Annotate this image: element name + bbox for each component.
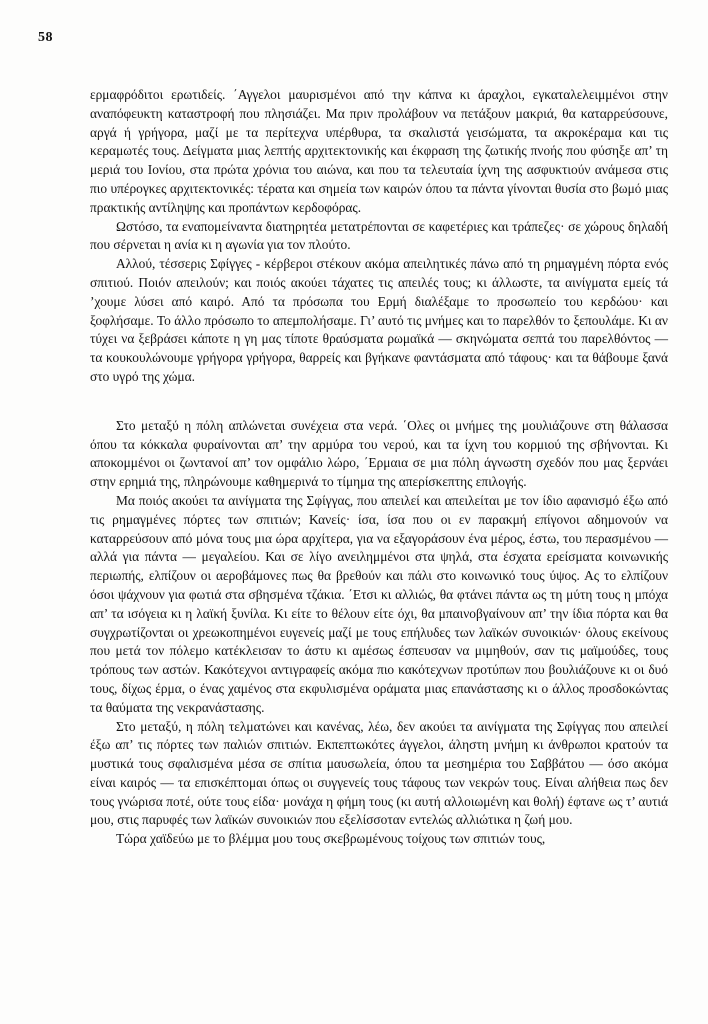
- paragraph: Στο μεταξύ η πόλη απλώνεται συνέχεια στα νερά. ΄Ολες οι μνήμες της μουλιάζουνε στη θάλασσα όπου τα κόκκαλα φυραίνονται απ’ την αρμύρα του νερού, και τα ίχνη του κορμιού της σβήνονται. Κι αποκομμένοι οι ζωντανοί απ’ τον ομφάλιο λώρο, ΄Ερμαια σε μια πόλη άγνωστη σχεδόν που μας ξερνάει στην ερημιά της, πληρώνουμε καθημερινά το τίμημα της απερίσκεπτης επιλογής.: [90, 417, 668, 490]
- paragraph: Αλλού, τέσσερις Σφίγγες - κέρβεροι στέκουν ακόμα απειλητικές πάνω από τη ρημαγμένη πόρτα ενός σπιτιού. Ποιόν απειλούν; και ποιός ακούει τάχατες τις απειλές τους; κι άλλωστε, τα αινίγματα εμείς τά ’χουμε λύσει από καιρό. Από τα πρόσωπα του Ερμή διαλέξαμε το προσωπείο του κερδώου· και ξοφλήσαμε. Το άλλο πρόσωπο το απεμπολήσαμε. Γι’ αυτό τις μνήμες και το παρελθόν το ξεπουλάμε. Κι αν τύχει να ξεβράσει κάποτε η γη μας τίποτε θραύσματα ρωμαϊκά — σκηνώματα σεπτά του παρελθόντος — τα κουκουλώνουμε γρήγορα γρήγορα, θαρρείς και βγήκανε φαντάσματα από τάφους· και τα θάβουμε ξανά στο υγρό της χώμα.: [90, 256, 668, 384]
- paragraph: ερμαφρόδιτοι ερωτιδείς. ΄Αγγελοι μαυρισμένοι από την κάπνα κι άραχλοι, εγκαταλελειμμένοι στην αναπόφευκτη καταστροφή που πλησιάζει. Μα πριν προλάβουν να πετάξουν μακριά, θα καταρρεύσουνε, αργά ή γρήγορα, μαζί με τα περίτεχνα υπέρθυρα, τα σκαλιστά γεισώματα, τα ακροκέραμα και τις κεραμωτές τους. Δείγματα μιας λεπτής αρχιτεκτονικής και έκφραση της ζωτικής πνοής που φύσηξε απ’ τη μεριά του Ιονίου, στα πρώτα χρόνια του αιώνα, και που τα τελευταία ίχνη της ασφυκτιούν ανάμεσα στις πιο υπέρογκες αρχιτεκτονικές: τέρατα και σημεία των καιρών όπου τα πάντα γίνονται θυσία στο βωμό μιας πρακτικής αντίληψης και προπάντων κερδοφόρας.: [90, 87, 668, 215]
- body-text: [90, 86, 668, 849]
- paragraph: Τώρα χαϊδεύω με το βλέμμα μου τους σκεβρωμένους τοίχους των σπιτιών τους,: [116, 831, 546, 847]
- paragraph: Μα ποιός ακούει τα αινίγματα της Σφίγγας, που απειλεί και απειλείται με τον ίδιο αφανισμό έξω από τις ρημαγμένες πόρτες των σπιτιών; Κανείς· ίσα, ίσα που οι εν παρακμή επίγονοι αδημονούν να καταρρεύσουν από μόνα τους μια ώρα αρχίτερα, για να εξαγοράσουν ένα μέρος, έστω, του περασμένου — αλλά για πάντα — μεγαλείου. Και σε λίγο ανειλημμένοι στα ψηλά, στα έσχατα ερείσματα κοινωνικής περιωπής, ελπίζουν οι αεροβάμονες πως θα βρεθούν και πάλι στο κοινωνικό τους ύψος. Ας το ελπίζουν όσοι ψάχνουν για φωτιά στα σβησμένα τζάκια. ΄Ετσι κι αλλιώς, θα φτάνει πάντα ως τη μύτη τους η μπόχα απ’ τα ισόγεια κι η λαϊκή ξυνίλα. Κι είτε το θέλουν είτε όχι, θα μπαινοβγαίνουν απ’ την ίδια πόρτα και θα συγχρωτίζονται οι χρεωκοπημένοι ευγενείς μαζί με τους επήλυδες των λαϊκών συνοικιών· όλους εκείνους που μετά τον πόλεμο κατέκλεισαν το άστυ κι αμέσως έσπευσαν να μιμηθούν, σαν τις μαϊμούδες, τους τρόπους των αστών. Κακότεχνοι αντιγραφείς ακόμα πιο κακότεχνων προτύπων που βουλιάζουνε κι οι δυό τους, δίχως έρμα, ο ένας χαμένος στα εκφυλισμένα οράματα μιας επανάστασης κι ο άλλος προσδοκώντας τα θαύματα της νεκρανάστασης.: [90, 492, 668, 715]
- section-break: [90, 387, 668, 417]
- page-number: 58: [38, 30, 53, 45]
- paragraph: Ωστόσο, τα εναπομείναντα διατηρητέα μετατρέπονται σε καφετέριες και τράπεζες· σε χώρους δηλαδή που σέρνεται η ανία κι η αγωνία για τον πλούτο.: [90, 218, 668, 253]
- paragraph: Στο μεταξύ, η πόλη τελματώνει και κανένας, λέω, δεν ακούει τα αινίγματα της Σφίγγας που απειλεί έξω απ’ τις πόρτες των παλιών σπιτιών. Εκπεπτωκότες άγγελοι, άληστη μνήμη κι άνθρωποι κρατούν τα μυστικά τους σφαλισμένα μέσα σε σπίτια μαυσωλεία, όπου τα μεσημέρια του Σαββάτου — όσο ακόμα είναι καιρός — τα επισκέπτομαι όπως οι συγγενείς τους τάφους των νεκρών τους. Είναι αλήθεια πως δεν τους γνώρισα ποτέ, ούτε τους είδα· μονάχα η φήμη τους (κι αυτή αλλοιωμένη και θολή) έφτανε ως τ’ αυτιά μου, στις παρυφές των λαϊκών συνοικιών που εξελίσσοταν εντελώς αλλιώτικα η ζωή μου.: [90, 718, 668, 828]
